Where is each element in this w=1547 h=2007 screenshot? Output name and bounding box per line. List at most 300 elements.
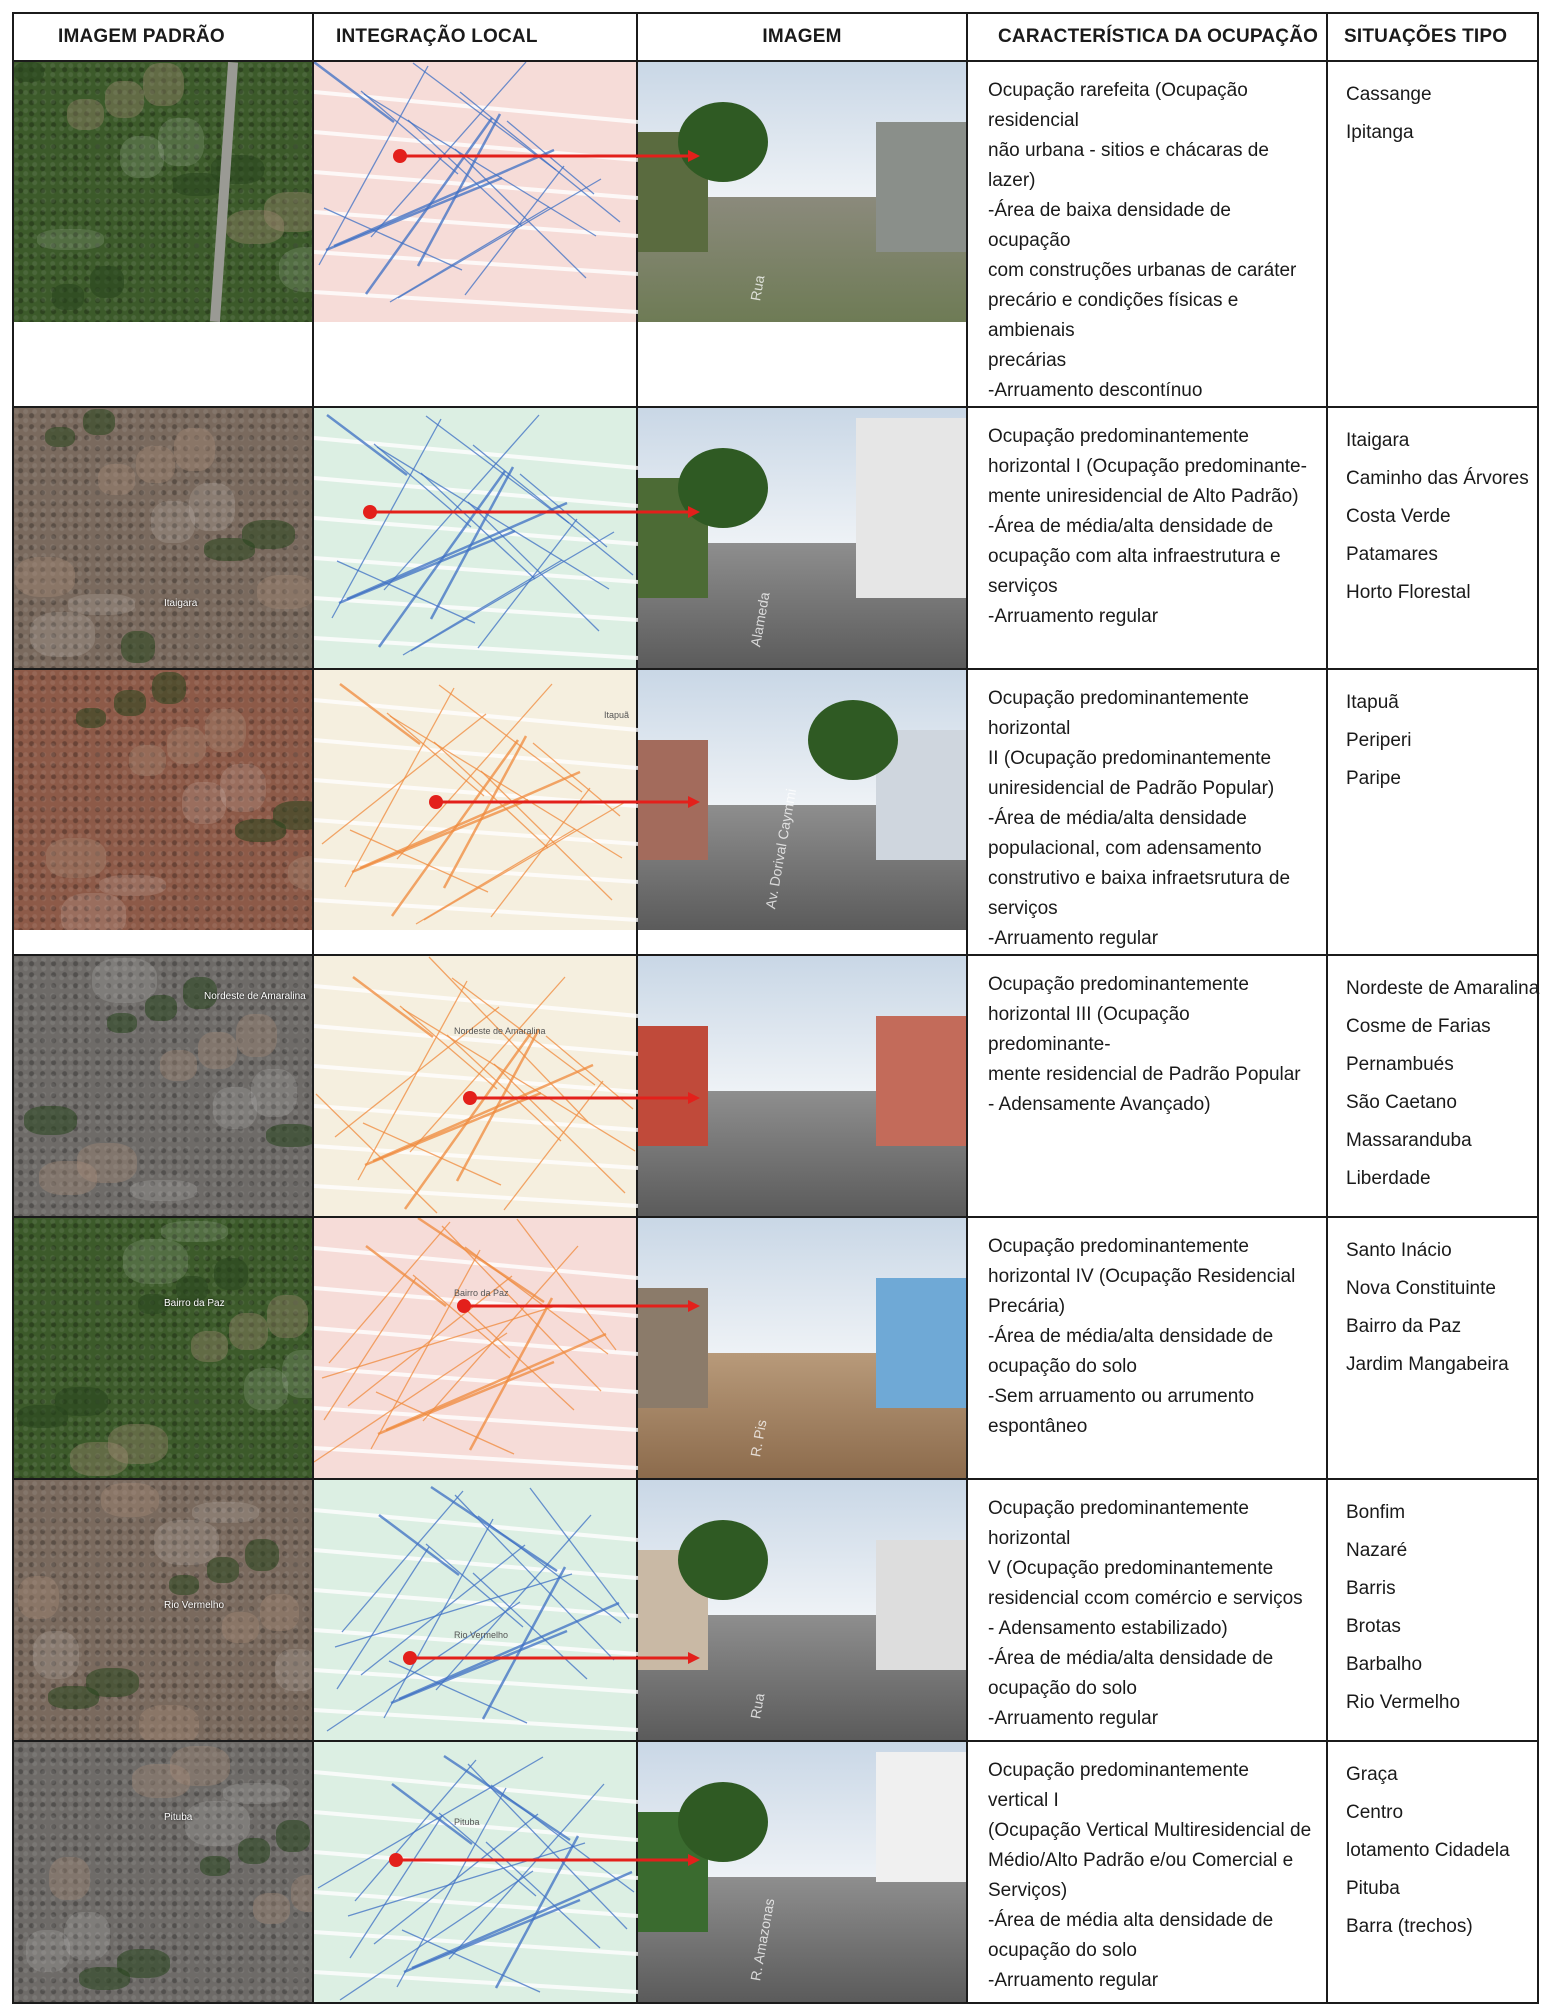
integration-map <box>314 408 636 668</box>
aerial-image-cell <box>13 1479 313 1741</box>
street-building <box>638 740 708 860</box>
aerial-patch <box>67 99 104 130</box>
situation-item: lotamento Cidadela <box>1346 1840 1510 1861</box>
characteristic-line: ocupação do solo <box>988 1940 1137 1961</box>
aerial-patch <box>136 446 175 483</box>
integration-map <box>314 1480 636 1740</box>
aerial-patch <box>76 708 106 728</box>
map-road <box>314 1448 638 1468</box>
aerial-label: Itaigara <box>164 598 198 609</box>
map-label: Itapuã <box>604 710 630 720</box>
street-photo <box>638 1742 966 2002</box>
table-row <box>13 669 1538 955</box>
map-lines <box>314 62 638 322</box>
integration-line <box>350 830 488 892</box>
characteristic-line: horizontal III (Ocupação predominante- <box>988 1004 1190 1055</box>
characteristic-line: -Área de média/alta densidade de <box>988 516 1274 537</box>
aerial-patch <box>129 745 166 776</box>
map-road <box>314 1892 638 1916</box>
situation-item: Patamares <box>1346 544 1438 565</box>
aerial-patch <box>276 1820 310 1852</box>
header-caracteristica: CARACTERÍSTICA DA OCUPAÇÃO <box>967 13 1327 61</box>
aerial-patch <box>52 284 84 310</box>
aerial-patch <box>229 1313 268 1350</box>
map-road <box>314 900 638 920</box>
aerial-patch <box>99 875 166 896</box>
characteristic-line: Ocupação predominantemente horizontal <box>988 1498 1249 1549</box>
integration-line <box>327 1602 520 1731</box>
integration-line <box>314 1333 507 1462</box>
characteristic-line: -Área de média alta densidade de <box>988 1910 1274 1931</box>
aerial-patch <box>185 1801 250 1846</box>
integration-line <box>411 532 614 651</box>
characteristic-line: horizontal IV (Ocupação Residencial <box>988 1266 1296 1287</box>
situation-item: Centro <box>1346 1802 1404 1823</box>
aerial-patch <box>282 1350 312 1398</box>
aerial-image <box>14 1218 312 1478</box>
situation-item: Brotas <box>1346 1616 1401 1637</box>
map-road <box>314 1408 638 1430</box>
integration-line <box>322 1305 559 1378</box>
integration-line <box>392 1784 472 1844</box>
integration-line <box>337 1547 429 1689</box>
aerial-patch <box>123 1239 188 1284</box>
street-photo <box>638 956 966 1216</box>
aerial-patch <box>77 1143 137 1183</box>
characteristic-line: -Área de baixa densidade de ocupação <box>988 200 1231 251</box>
map-road <box>314 292 638 312</box>
aerial-patch <box>90 266 124 298</box>
characteristic-line: V (Ocupação predominantemente <box>988 1558 1274 1579</box>
aerial-label: Rio Vermelho <box>164 1600 225 1611</box>
situation-item: Periperi <box>1346 730 1412 751</box>
characteristic-line: ocupação do solo <box>988 1356 1137 1377</box>
aerial-image <box>14 1742 312 2002</box>
street-building <box>638 1288 708 1408</box>
characteristic-line: -Área de média/alta densidade <box>988 808 1247 829</box>
integration-line <box>377 447 609 589</box>
situations-list <box>1328 408 1537 612</box>
situation-item: Bonfim <box>1346 1502 1406 1523</box>
aerial-patch <box>117 1949 170 1978</box>
integration-map <box>314 62 636 322</box>
map-road <box>314 1852 638 1878</box>
characteristic-line: serviços <box>988 576 1058 597</box>
characteristic-line: Ocupação predominantemente <box>988 974 1249 995</box>
integration-map-cell <box>313 669 637 955</box>
characteristic-line: Ocupação predominantemente horizontal <box>988 688 1249 739</box>
aerial-patch <box>61 893 126 930</box>
map-road <box>314 132 638 160</box>
integration-map-cell <box>313 1741 637 2003</box>
characteristic-line: Ocupação predominantemente vertical I <box>988 1760 1249 1811</box>
map-label: Nordeste de Amaralina <box>454 1026 546 1036</box>
map-road <box>314 478 638 506</box>
aerial-patch <box>167 727 206 764</box>
map-road <box>314 1066 638 1092</box>
street-tree <box>678 1782 768 1862</box>
aerial-patch <box>46 838 106 878</box>
characteristic-line: Serviços) <box>988 1880 1068 1901</box>
aerial-image-cell <box>13 1741 313 2003</box>
characteristic-line: com construções urbanas de caráter <box>988 260 1297 281</box>
characteristic-line: precário e condições físicas e ambienais <box>988 290 1239 341</box>
situation-item: Barris <box>1346 1578 1396 1599</box>
aerial-patch <box>279 247 312 292</box>
integration-line <box>340 684 420 744</box>
aerial-patch <box>145 995 177 1021</box>
table-row <box>13 1217 1538 1479</box>
integration-map-cell <box>313 407 637 669</box>
aerial-patch <box>15 557 75 597</box>
situations-list <box>1328 1742 1537 1946</box>
situations-cell <box>1327 1479 1538 1741</box>
situation-item: Rio Vermelho <box>1346 1692 1461 1713</box>
aerial-patch <box>98 464 135 495</box>
aerial-label: Bairro da Paz <box>164 1298 225 1309</box>
table-row <box>13 1479 1538 1741</box>
aerial-patch <box>264 192 312 232</box>
characteristic-line: residencial ccom comércio e serviços <box>988 1588 1303 1609</box>
situation-item: Pituba <box>1346 1878 1400 1899</box>
map-road <box>314 740 638 768</box>
situation-item: Pernambués <box>1346 1054 1454 1075</box>
characteristic-line: Ocupação predominantemente <box>988 1236 1249 1257</box>
street-building <box>856 418 966 598</box>
situations-list <box>1328 1218 1537 1384</box>
characteristic-cell <box>967 669 1327 955</box>
map-label: Pituba <box>454 1817 480 1827</box>
situations-cell <box>1327 407 1538 669</box>
map-lines <box>314 408 638 668</box>
aerial-image <box>14 408 312 668</box>
characteristic-line: não urbana - sitios e chácaras de lazer) <box>988 140 1269 191</box>
characteristic-line: Ocupação predominantemente <box>988 426 1249 447</box>
map-lines <box>314 1480 638 1740</box>
street-building <box>876 122 966 252</box>
map-road <box>314 1186 638 1206</box>
situation-item: Massaranduba <box>1346 1130 1472 1151</box>
integration-line <box>347 503 567 599</box>
situations-list <box>1328 670 1537 798</box>
header-imagem: IMAGEM <box>637 13 967 61</box>
aerial-patch <box>30 612 95 657</box>
aerial-patch <box>205 709 246 752</box>
aerial-patch <box>68 594 135 615</box>
situations-list <box>1328 62 1537 152</box>
aerial-label: Pituba <box>164 1812 193 1823</box>
aerial-patch <box>253 1893 290 1924</box>
characteristic-line: (Ocupação Vertical Multiresidencial de <box>988 1820 1312 1841</box>
street-tree <box>678 1520 768 1600</box>
situations-cell <box>1327 1741 1538 2003</box>
characteristic-line: ocupação do solo <box>988 1678 1137 1699</box>
aerial-patch <box>169 1575 199 1595</box>
table-row <box>13 407 1538 669</box>
aerial-patch <box>207 1557 239 1583</box>
aerial-patch <box>291 1875 312 1912</box>
aerial-patch <box>242 520 295 549</box>
aerial-image-cell <box>13 955 313 1217</box>
table-row <box>13 955 1538 1217</box>
integration-line <box>517 1219 616 1350</box>
characteristic-line: -Área de média/alta densidade de <box>988 1326 1274 1347</box>
map-label: Bairro da Paz <box>454 1288 509 1298</box>
aerial-patch <box>238 1838 270 1864</box>
occupation-table <box>12 12 1539 2004</box>
aerial-patch <box>160 1050 197 1081</box>
aerial-label: Nordeste de Amaralina <box>204 991 306 1002</box>
characteristic-text <box>968 670 1326 954</box>
street-building <box>638 1026 708 1146</box>
aerial-patch <box>18 1576 59 1619</box>
situation-item: Barra (trechos) <box>1346 1916 1473 1937</box>
street-photo-cell <box>637 61 967 407</box>
integration-map <box>314 1742 636 2002</box>
map-lines <box>314 1218 638 1478</box>
characteristic-text <box>968 956 1326 1120</box>
aerial-patch <box>114 690 146 716</box>
map-road <box>314 780 638 806</box>
situation-item: Horto Florestal <box>1346 582 1471 603</box>
street-sign-label: Rua <box>747 273 768 302</box>
integration-map <box>314 1218 636 1478</box>
aerial-patch <box>214 1258 248 1290</box>
aerial-patch <box>108 1424 168 1464</box>
characteristic-line: Médio/Alto Padrão e/ou Comercial e <box>988 1850 1294 1871</box>
map-road <box>314 1510 638 1540</box>
characteristic-line: espontâneo <box>988 1416 1088 1437</box>
aerial-patch <box>174 428 215 471</box>
characteristic-line: ocupação com alta infraestrutura e <box>988 546 1281 567</box>
characteristic-line: uniresidencial de Padrão Popular) <box>988 778 1275 799</box>
street-photo <box>638 408 966 668</box>
situation-item: Ipitanga <box>1346 122 1414 143</box>
integration-map <box>314 956 636 1216</box>
street-building <box>876 1752 966 1882</box>
characteristic-line: serviços <box>988 898 1058 919</box>
aerial-patch <box>55 1387 108 1416</box>
aerial-patch <box>222 1612 259 1643</box>
street-building <box>876 1016 966 1146</box>
aerial-patch <box>158 118 204 166</box>
characteristic-line: Precária) <box>988 1296 1066 1317</box>
situation-item: Cassange <box>1346 84 1432 105</box>
situation-item: Caminho das Árvores <box>1346 468 1529 489</box>
situations-cell <box>1327 955 1538 1217</box>
street-sign-label: R. Amazonas <box>747 1897 778 1982</box>
situations-list <box>1328 1480 1537 1722</box>
characteristic-line: horizontal I (Ocupação predominante- <box>988 456 1307 477</box>
aerial-patch <box>236 1014 277 1057</box>
map-road <box>314 1550 638 1578</box>
aerial-patch <box>105 81 144 118</box>
street-photo-cell <box>637 1741 967 2003</box>
situation-item: Santo Inácio <box>1346 1240 1452 1261</box>
aerial-patch <box>260 1594 299 1631</box>
aerial-patch <box>152 672 186 704</box>
aerial-patch <box>275 1649 312 1691</box>
aerial-patch <box>220 764 266 812</box>
characteristic-cell <box>967 61 1327 407</box>
integration-line <box>491 788 590 917</box>
situation-item: Liberdade <box>1346 1168 1431 1189</box>
map-road <box>314 986 638 1016</box>
aerial-patch <box>170 1746 230 1786</box>
integration-line <box>478 519 577 648</box>
situation-item: Graça <box>1346 1764 1398 1785</box>
situations-list <box>1328 956 1540 1198</box>
integration-line <box>389 1661 527 1723</box>
aerial-image <box>14 62 312 322</box>
aerial-patch <box>223 1783 290 1804</box>
street-photo-cell <box>637 669 967 955</box>
characteristic-line: -Arruamento regular <box>988 1708 1159 1729</box>
map-road <box>314 1146 638 1168</box>
map-road <box>314 1972 638 1992</box>
integration-line <box>530 1488 629 1619</box>
situations-cell <box>1327 669 1538 955</box>
header-integracao-local: INTEGRAÇÃO LOCAL <box>313 13 637 61</box>
aerial-patch <box>251 1069 297 1117</box>
aerial-patch <box>139 1705 199 1740</box>
situations-cell <box>1327 1217 1538 1479</box>
street-tree <box>678 102 768 182</box>
characteristic-line: -Arruamento regular <box>988 928 1159 949</box>
street-photo <box>638 1218 966 1478</box>
aerial-patch <box>121 631 155 663</box>
map-lines <box>314 1742 638 2002</box>
situation-item: Bairro da Paz <box>1346 1316 1462 1337</box>
integration-map-cell <box>313 1217 637 1479</box>
integration-line <box>424 801 627 920</box>
aerial-patch <box>288 856 312 890</box>
situation-item: Nova Constituinte <box>1346 1278 1496 1299</box>
characteristic-line: II (Ocupação predominantemente <box>988 748 1272 769</box>
situation-item: Costa Verde <box>1346 506 1451 527</box>
aerial-patch <box>143 63 184 106</box>
map-road <box>314 1710 638 1730</box>
aerial-patch <box>154 1520 219 1565</box>
map-road <box>314 700 638 730</box>
street-photo-cell <box>637 1217 967 1479</box>
characteristic-text <box>968 1742 1326 1996</box>
characteristic-text <box>968 1218 1326 1442</box>
aerial-patch <box>257 575 312 609</box>
street-tree <box>808 700 898 780</box>
situation-item: São Caetano <box>1346 1092 1457 1113</box>
aerial-image <box>14 1480 312 1740</box>
street-tree <box>678 448 768 528</box>
street-photo <box>638 62 966 322</box>
table-row <box>13 61 1538 407</box>
aerial-patch <box>49 1857 90 1900</box>
aerial-image-cell <box>13 1217 313 1479</box>
aerial-patch <box>83 409 115 435</box>
aerial-patch <box>200 1856 230 1876</box>
map-road <box>314 638 638 658</box>
map-lines <box>314 670 638 930</box>
street-sign-label: Av. Dorival Caymmi <box>762 787 800 910</box>
integration-line <box>455 149 586 278</box>
characteristic-line: -Arruamento descontínuo <box>988 380 1203 401</box>
aerial-patch <box>266 1124 312 1147</box>
situation-item: Itapuã <box>1346 692 1399 713</box>
integration-map-cell <box>313 1479 637 1741</box>
table-row <box>13 1741 1538 2003</box>
street-photo-cell <box>637 1479 967 1741</box>
situation-item: Nordeste de Amaralina <box>1346 978 1540 999</box>
map-label: Rio Vermelho <box>454 1630 509 1640</box>
aerial-image-cell <box>13 61 313 407</box>
integration-line <box>504 1081 603 1210</box>
characteristic-line: populacional, com adensamento <box>988 838 1262 859</box>
characteristic-line: -Arruamento regular <box>988 606 1159 627</box>
street-sign-label: Rua <box>747 1691 768 1720</box>
aerial-patch <box>107 1013 137 1033</box>
situation-item: Itaigara <box>1346 430 1410 451</box>
aerial-patch <box>14 62 44 82</box>
situation-item: Paripe <box>1346 768 1401 789</box>
aerial-patch <box>161 1221 228 1242</box>
characteristic-cell <box>967 407 1327 669</box>
street-photo-cell <box>637 955 967 1217</box>
map-road <box>314 252 638 274</box>
aerial-patch <box>86 1668 139 1697</box>
street-sign-label: R. Pis <box>747 1418 770 1458</box>
map-road <box>314 1368 638 1392</box>
characteristic-line: Ocupação rarefeita (Ocupação residencial <box>988 80 1248 131</box>
aerial-patch <box>130 1180 197 1201</box>
header-imagem-padrao: IMAGEM PADRÃO <box>13 13 313 61</box>
header-situacoes-tipo: SITUAÇÕES TIPO <box>1327 13 1538 61</box>
situation-item: Jardim Mangabeira <box>1346 1354 1509 1375</box>
characteristic-text <box>968 62 1326 406</box>
map-road <box>314 860 638 882</box>
integration-map <box>314 670 636 930</box>
characteristic-cell <box>967 1741 1327 2003</box>
characteristic-line: - Adensamente Avançado) <box>988 1094 1211 1115</box>
aerial-patch <box>191 1331 228 1362</box>
street-photo-cell <box>637 407 967 669</box>
situations-cell <box>1327 61 1538 407</box>
characteristic-line: mente uniresidencial de Alto Padrão) <box>988 486 1299 507</box>
characteristic-line: -Sem arruamento ou arrumento <box>988 1386 1255 1407</box>
street-photo <box>638 670 966 930</box>
map-road <box>314 598 638 620</box>
aerial-patch <box>189 483 235 531</box>
characteristic-cell <box>967 955 1327 1217</box>
street-building <box>876 1540 966 1670</box>
characteristic-text <box>968 1480 1326 1734</box>
integration-line <box>324 1278 416 1420</box>
characteristic-line: -Arruamento regular <box>988 1970 1159 1991</box>
aerial-image-cell <box>13 407 313 669</box>
aerial-patch <box>33 1631 79 1679</box>
integration-line <box>376 1392 514 1454</box>
characteristic-line: precárias <box>988 350 1067 371</box>
aerial-patch <box>245 1539 279 1571</box>
characteristic-line: construtivo e baixa infraetsrutura de <box>988 868 1291 889</box>
map-lines <box>314 956 638 1216</box>
aerial-patch <box>45 427 75 447</box>
integration-line <box>334 150 554 246</box>
situation-item: Cosme de Farias <box>1346 1016 1491 1037</box>
aerial-image <box>14 956 312 1216</box>
aerial-patch <box>273 801 312 830</box>
integration-line <box>398 179 601 298</box>
characteristic-line: mente residencial de Padrão Popular <box>988 1064 1301 1085</box>
